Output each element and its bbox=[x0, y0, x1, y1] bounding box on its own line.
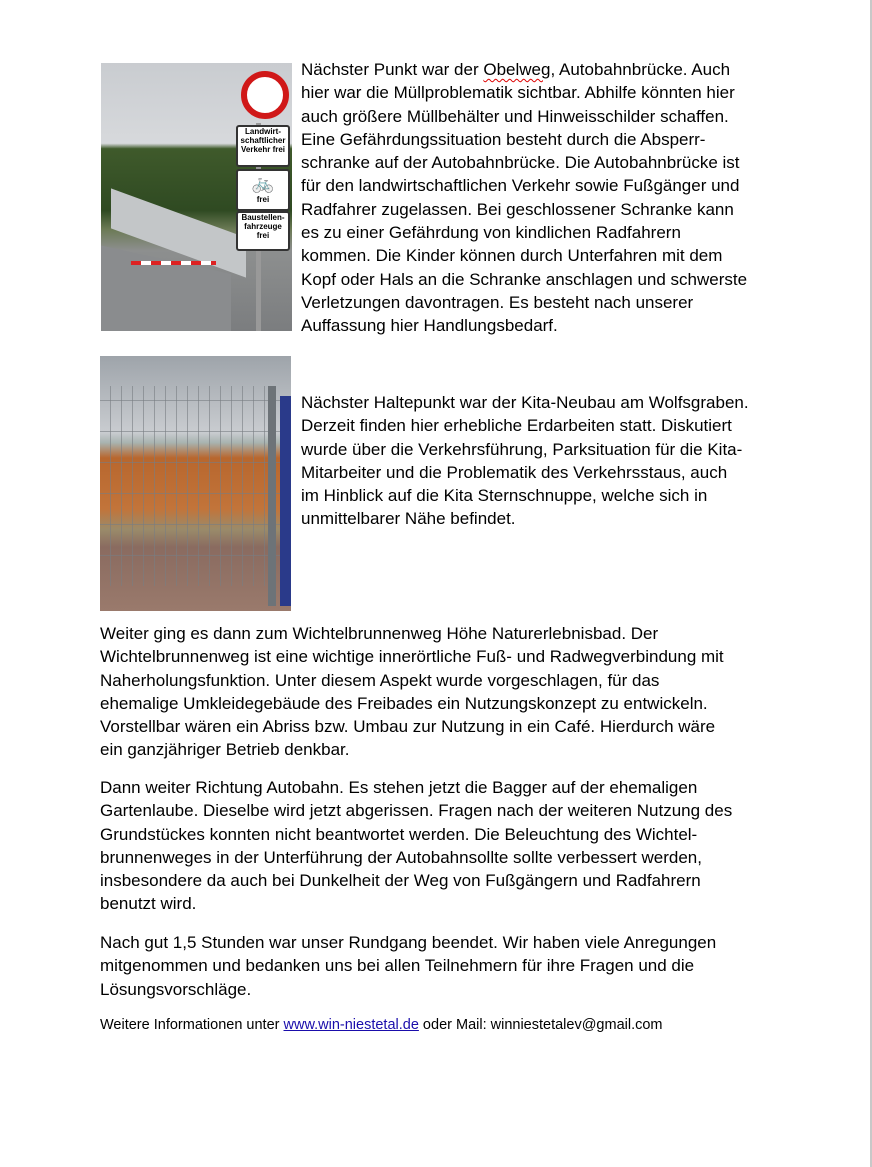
construction-fence bbox=[100, 386, 280, 586]
paragraph-obelweg: Nächster Punkt war der Obelweg, Autobahnbrücke. Auch hier war die Müllproblematik sichtbar. Abhilfe könnten hier auch größere Müllbehälter und Hinweisschilder schaffen. Eine Gefährdungssituation besteht durch die Absperr- schranke auf der Autobahnbrücke. Die Autobahnbrücke ist für den landwirtschaftlichen Verkehr sowie Fußgänger und Radfahrer zugelassen. Bei geschlossener Schranke kann es zu einer Gefährdung von kindlichen Radfahrern kommen. Die Kinder können durch Unterfahren mit dem Kopf oder Hals an die Schranke anschlagen und schwerste Verletzungen davontragen. Es besteht nach unserer Auffassung hier Handlungsbedarf. bbox=[301, 60, 748, 336]
photo-autobahnbruecke bbox=[101, 63, 292, 331]
paragraph-ende: Nach gut 1,5 Stunden war unser Rundgang beendet. Wir haben viele Anregungen mitgenommen und bedanken uns bei allen Teilnehmern für ihre Fragen und die Lösungsvorschläge. bbox=[100, 933, 717, 999]
paragraph-autobahn: Dann weiter Richtung Autobahn. Es stehen jetzt die Bagger auf der ehemaligen Gartenlaube. Dieselbe wird jetzt abgerissen. Fragen nach der weiteren Nutzung des Grundstückes konnten nicht beantwortet werden. Die Beleuchtung des Wichtel- brunnenweges in der Unterführung der Autobahnsollte sollte verbessert werden, insbesondere da auch bei Dunkelheit der Weg von Fußgängern und Radfahrern benutzt wird. bbox=[100, 778, 733, 914]
footer-info: Weitere Informationen unter www.win-niestetal.de oder Mail: winniestetalev@gmail.com bbox=[100, 1017, 663, 1033]
spellcheck-word: Obelweg bbox=[483, 60, 551, 79]
sign-bicycle: 🚲 frei bbox=[236, 169, 290, 211]
barrier bbox=[131, 261, 216, 265]
sign-landwirtschaft: Landwirt-schaftlicher Verkehr frei bbox=[236, 125, 290, 167]
blue-post bbox=[280, 396, 291, 606]
photo-kita-baustelle bbox=[100, 356, 291, 611]
paragraph-kita: Nächster Haltepunkt war der Kita-Neubau am Wolfsgraben. Derzeit finden hier erhebliche Erdarbeiten statt. Diskutiert wurde über die Verkehrsführung, Parksituation für die Kita- Mitarbeiter und die Problematik des Verkehrsstaus, auch im Hinblick auf die Kita Sternschnuppe, welche sich in unmittelbarer Nähe befindet. bbox=[301, 393, 749, 529]
no-entry-sign-icon bbox=[241, 71, 289, 119]
website-link[interactable]: www.win-niestetal.de bbox=[283, 1017, 419, 1033]
bicycle-icon: 🚲 bbox=[251, 173, 275, 193]
fence-post bbox=[268, 386, 276, 606]
sign-baustelle: Baustellen-fahrzeuge frei bbox=[236, 211, 290, 251]
paragraph-wichtelbrunnenweg: Weiter ging es dann zum Wichtelbrunnenweg Höhe Naturerlebnisbad. Der Wichtelbrunnenweg ist eine wichtige innerörtliche Fuß- und Radwegverbindung mit Naherholungsfunktion. Unter diesem Aspekt wurde vorgeschlagen, für das ehemalige Umkleidegebäude des Freibades ein Nutzungskonzept zu entwickeln. Vorstellbar wären ein Abriss bzw. Umbau zur Nutzung in ein Café. Hierdurch wäre ein ganzjähriger Betrieb denkbar. bbox=[100, 624, 724, 760]
